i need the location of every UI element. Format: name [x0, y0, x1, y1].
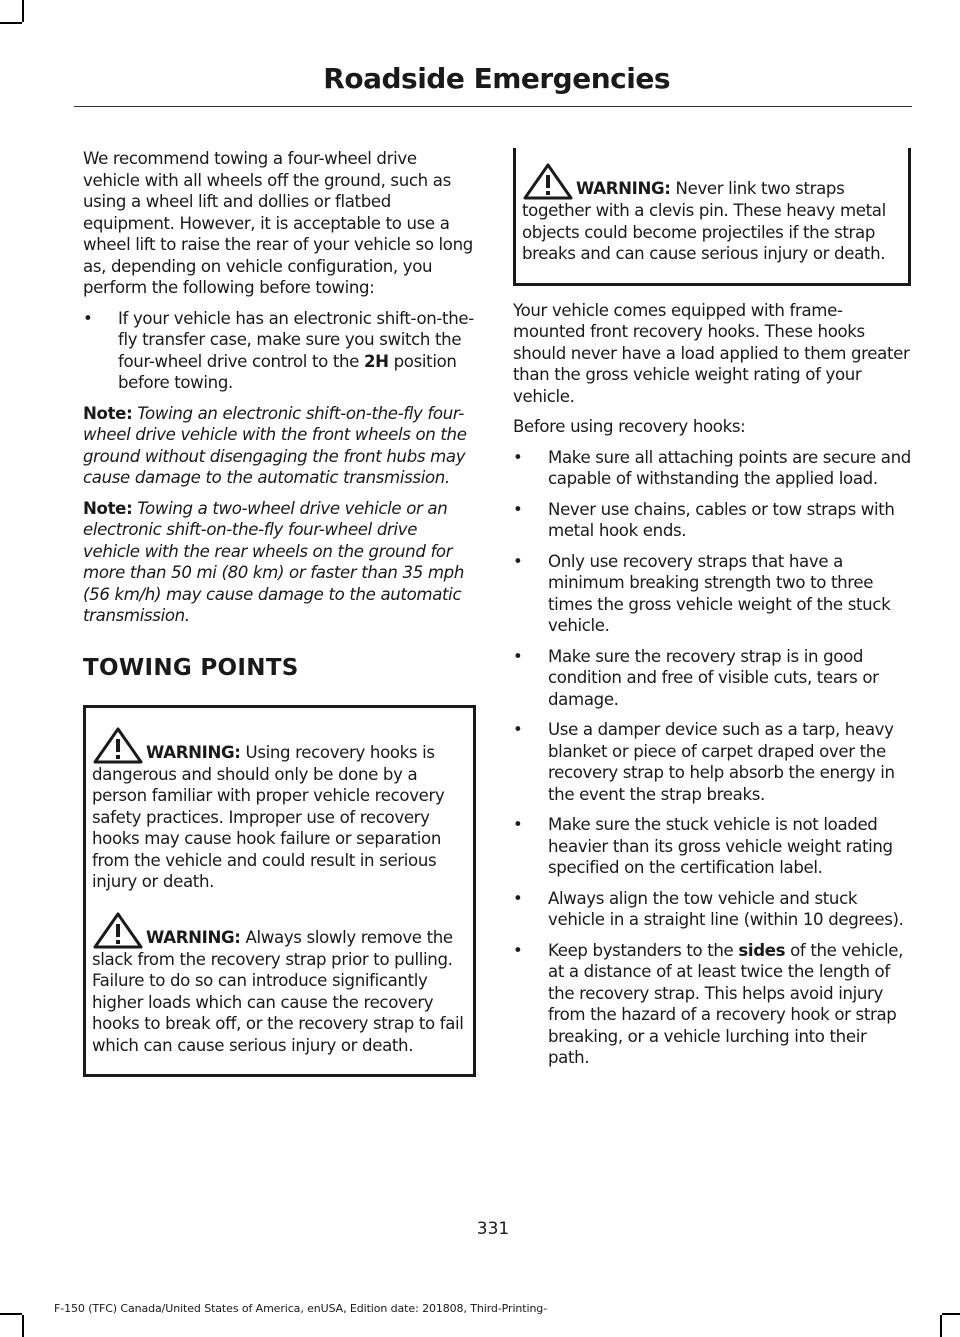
- page-title: Roadside Emergencies: [323, 62, 670, 95]
- note-paragraph: [83, 403, 476, 489]
- note-paragraph: [83, 498, 476, 627]
- bullet-glyph: •: [513, 815, 523, 834]
- bullet-list: [513, 447, 911, 1069]
- list-item-text: If your vehicle has an electronic shift-on-the-fly transfer case, make sure you switch the four-wheel drive control to the: [118, 308, 474, 371]
- intro-paragraph: We recommend towing a four-wheel drive vehicle with all wheels off the ground, such as using a wheel lift and dollies or flatbed equipment. However, it is acceptable to use a wheel lift to raise the rear of your vehicle so long as, depending on vehicle configuration, you perform the following before towing:: [83, 149, 473, 297]
- warning-item: [92, 708, 465, 893]
- note-text: Towing an electronic shift-on-the-fly four-wheel drive vehicle with the front wheels on the ground without disengaging the front hubs may cause damage to the automatic transmission.: [83, 403, 467, 487]
- list-item: [513, 499, 911, 542]
- list-item: [513, 888, 911, 931]
- crop-mark: [942, 1313, 960, 1315]
- warning-item: [522, 148, 900, 265]
- left-column: [83, 148, 476, 1077]
- list-item-text: of the vehicle, at a distance of at least twice the length of the recovery strap. This helps avoid injury from the hazard of a recovery hook or strap breaking, or a vehicle lurching into their path.: [548, 940, 904, 1067]
- note-label: Note:: [83, 498, 133, 518]
- list-item-text: Make sure the recovery strap is in good condition and free of visible cuts, tears or damage.: [548, 646, 879, 709]
- right-column: [513, 148, 911, 1078]
- note-text: Towing a two-wheel drive vehicle or an electronic shift-on-the-fly four-wheel drive vehicle with the rear wheels on the ground for more than 50 mi (80 km) or faster than 35 mph (56 km/h) may cause damage to the automatic transmission.: [83, 498, 464, 625]
- list-item: [513, 646, 911, 711]
- bullet-list: [83, 308, 476, 394]
- warning-box: [513, 148, 911, 286]
- crop-mark: [0, 1313, 22, 1315]
- bullet-glyph: •: [513, 646, 523, 666]
- list-item-bold: sides: [738, 940, 786, 960]
- warning-triangle-icon: [92, 726, 144, 764]
- warning-text: Never link two straps together with a clevis pin. These heavy metal objects could become projectiles if the strap breaks and can cause serious injury or death.: [522, 179, 886, 263]
- list-item-bold: 2H: [363, 351, 389, 371]
- bullet-glyph: •: [513, 499, 523, 519]
- crop-mark: [940, 1315, 942, 1337]
- warning-text: Using recovery hooks is dangerous and should only be done by a person familiar with proper vehicle recovery safety practices. Improper use of recovery hooks may cause hook failure or separation from the vehicle and could result in serious injury or death.: [92, 742, 445, 891]
- list-item: [513, 551, 911, 637]
- list-item-text: Make sure the stuck vehicle is not loaded heavier than its gross vehicle weight rating specified on the certification label.: [548, 815, 893, 877]
- list-item: [513, 447, 911, 490]
- list-item-text: Make sure all attaching points are secure and capable of withstanding the applied load.: [548, 447, 911, 488]
- warning-label: WARNING:: [146, 927, 241, 947]
- list-item-text: Always align the tow vehicle and stuck vehicle in a straight line (within 10 degrees).: [548, 888, 904, 929]
- warning-triangle-icon: [522, 162, 574, 200]
- list-item-text: Only use recovery straps that have a minimum breaking strength two to three times the gross vehicle weight of the stuck vehicle.: [548, 551, 891, 635]
- warning-triangle-icon: [92, 911, 144, 949]
- bullet-glyph: •: [513, 551, 523, 571]
- bullet-glyph: •: [513, 447, 523, 467]
- edition-footer: F-150 (TFC) Canada/United States of America, enUSA, Edition date: 201808, Third-Printing-: [54, 1302, 548, 1315]
- bullet-glyph: •: [83, 308, 93, 328]
- bullet-glyph: •: [513, 720, 523, 739]
- list-item: [513, 940, 911, 1069]
- list-item-text: Never use chains, cables or tow straps with metal hook ends.: [548, 499, 895, 540]
- body-paragraph: Before using recovery hooks:: [513, 417, 746, 436]
- list-item: [83, 308, 476, 394]
- warning-label: WARNING:: [576, 179, 671, 198]
- warning-box: [83, 705, 476, 1078]
- list-item-text: Use a damper device such as a tarp, heavy blanket or piece of carpet draped over the recovery strap to help absorb the energy in the event the strap breaks.: [548, 720, 895, 804]
- bullet-glyph: •: [513, 940, 523, 960]
- page-number: 331: [476, 1219, 510, 1239]
- bullet-glyph: •: [513, 888, 523, 908]
- crop-mark: [22, 0, 24, 22]
- warning-text: Always slowly remove the slack from the recovery strap prior to pulling. Failure to do so can introduce significantly higher loads which can cause the recovery hooks to break off, or the recovery strap to fail which can cause serious injury or death.: [92, 927, 464, 1055]
- note-label: Note:: [83, 403, 133, 423]
- crop-mark: [0, 22, 22, 24]
- list-item: [513, 814, 911, 879]
- body-paragraph: Your vehicle comes equipped with frame-mounted front recovery hooks. These hooks should never have a load applied to them greater than the gross vehicle weight rating of your vehicle.: [513, 300, 910, 406]
- header-divider: [74, 106, 912, 107]
- list-item-text: Keep bystanders to the: [548, 940, 739, 960]
- list-item-text: position before towing.: [118, 351, 457, 392]
- crop-mark: [22, 1315, 24, 1337]
- warning-item: [92, 893, 465, 1057]
- warning-label: WARNING:: [146, 742, 241, 762]
- list-item: [513, 719, 911, 805]
- section-heading: TOWING POINTS: [83, 654, 299, 681]
